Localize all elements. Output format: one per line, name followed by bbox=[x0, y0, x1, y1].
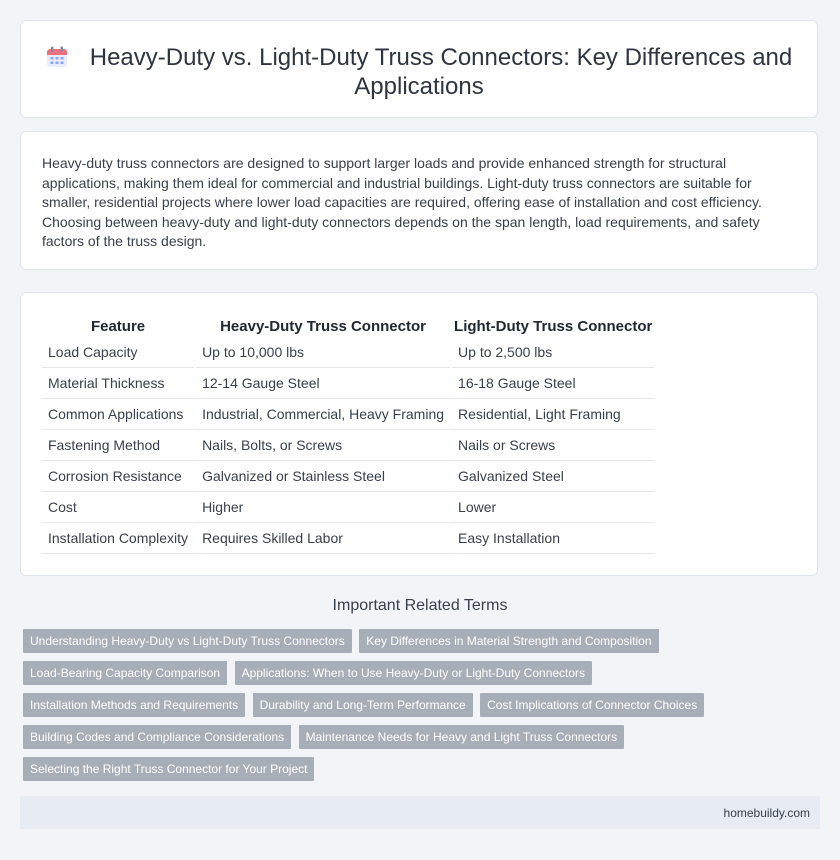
comparison-table bbox=[42, 315, 654, 554]
related-term-tag[interactable]: Building Codes and Compliance Considerations bbox=[23, 725, 291, 749]
table-cell: Easy Installation bbox=[451, 523, 654, 554]
page-title-wrap bbox=[21, 43, 817, 101]
table-row bbox=[42, 523, 654, 554]
table-cell: Common Applications bbox=[42, 399, 195, 430]
related-term-tag[interactable]: Installation Methods and Requirements bbox=[23, 693, 245, 717]
table-cell: Nails or Screws bbox=[451, 430, 654, 461]
table-cell: Material Thickness bbox=[42, 368, 195, 399]
table-row bbox=[42, 337, 654, 368]
related-term-tag[interactable]: Load-Bearing Capacity Comparison bbox=[23, 661, 227, 685]
related-term-tag[interactable]: Maintenance Needs for Heavy and Light Truss Connectors bbox=[299, 725, 625, 749]
table-cell: Corrosion Resistance bbox=[42, 461, 195, 492]
related-terms-list bbox=[23, 629, 723, 789]
column-header-heavy-duty: Heavy-Duty Truss Connector bbox=[195, 315, 451, 337]
table-cell: Fastening Method bbox=[42, 430, 195, 461]
column-header-feature: Feature bbox=[90, 318, 146, 335]
table-header-row bbox=[42, 315, 654, 337]
table-row bbox=[42, 461, 654, 492]
table-row bbox=[42, 430, 654, 461]
table-cell: 16-18 Gauge Steel bbox=[451, 368, 654, 399]
table-cell: Lower bbox=[451, 492, 654, 523]
related-term-tag[interactable]: Selecting the Right Truss Connector for Your Project bbox=[23, 757, 314, 781]
related-terms-title: Important Related Terms bbox=[332, 597, 508, 614]
calendar-icon bbox=[46, 46, 68, 68]
table-cell: Requires Skilled Labor bbox=[195, 523, 451, 554]
table-cell: Residential, Light Framing bbox=[451, 399, 654, 430]
comparison-table-card bbox=[20, 292, 818, 576]
footer-site-link[interactable]: homebuildy.com bbox=[723, 806, 810, 820]
table-row bbox=[42, 368, 654, 399]
table-cell: Nails, Bolts, or Screws bbox=[195, 430, 451, 461]
table-row bbox=[42, 492, 654, 523]
table-cell: Galvanized or Stainless Steel bbox=[195, 461, 451, 492]
intro-card bbox=[20, 131, 818, 270]
related-term-tag[interactable]: Durability and Long-Term Performance bbox=[253, 693, 473, 717]
footer bbox=[20, 796, 820, 829]
related-term-tag[interactable]: Cost Implications of Connector Choices bbox=[480, 693, 704, 717]
intro-paragraph: Heavy-duty truss connectors are designed to support larger loads and provide enhanced strength for structural applications, making them ideal for commercial and industrial buildings. Light-duty truss connectors are suitable for smaller, residential projects where lower load capacities are required, offering ease of installation and cost efficiency. Choosing between heavy-duty and light-duty connectors depends on the span length, load requirements, and safety factors of the truss design. bbox=[42, 155, 762, 250]
table-cell: Cost bbox=[42, 492, 195, 523]
table-cell: Up to 10,000 lbs bbox=[195, 337, 451, 368]
table-cell: Installation Complexity bbox=[42, 523, 195, 554]
table-cell: 12-14 Gauge Steel bbox=[195, 368, 451, 399]
table-cell: Higher bbox=[195, 492, 451, 523]
related-term-tag[interactable]: Understanding Heavy-Duty vs Light-Duty Truss Connectors bbox=[23, 629, 352, 653]
table-cell: Industrial, Commercial, Heavy Framing bbox=[195, 399, 451, 430]
related-term-tag[interactable]: Applications: When to Use Heavy-Duty or Light-Duty Connectors bbox=[235, 661, 592, 685]
table-cell: Up to 2,500 lbs bbox=[451, 337, 654, 368]
title-card bbox=[20, 20, 818, 118]
column-header-light-duty: Light-Duty Truss Connector bbox=[451, 315, 654, 337]
table-cell: Galvanized Steel bbox=[451, 461, 654, 492]
table-row bbox=[42, 399, 654, 430]
related-term-tag[interactable]: Key Differences in Material Strength and Composition bbox=[359, 629, 658, 653]
page-title: Heavy-Duty vs. Light-Duty Truss Connectors: Key Differences and Applications bbox=[89, 44, 793, 100]
table-cell: Load Capacity bbox=[42, 337, 195, 368]
